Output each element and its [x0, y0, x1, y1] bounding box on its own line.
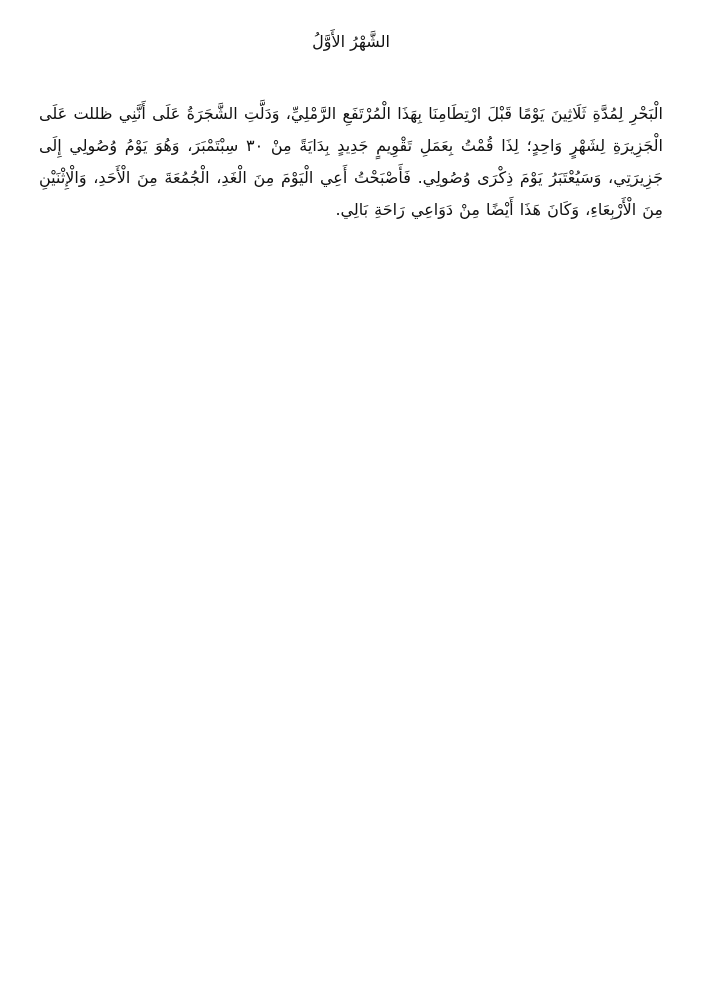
chapter-title: الشَّهْرُ الأَوَّلُ	[312, 32, 390, 51]
body-paragraph: الْبَحْرِ لِمُدَّةِ ثَلَاثِينَ يَوْمًا قَبْلَ ارْتِطَامِنَا بِهَذَا الْمُرْتَفَعِ الرَّمْلِيِّ، وَدَلَّتِ الشَّجَرَةُ عَلَى أَنَّنِي ظللت عَلَى الْجَزِيرَةِ لِشَهْرٍ وَاحِدٍ؛ لِذَا قُمْتُ بِعَمَلِ تَقْوِيمٍ جَدِيدٍ بِدَايَةً مِنْ ٣٠ سِبْتَمْبَرَ، وَهُوَ يَوْمُ وُصُولِي إِلَى جَزِيرَتِي، وَسَيُعْتَبَرُ يَوْمَ ذِكْرَى وُصُولِي. فَأَصْبَحْتُ أَعِي الْيَوْمَ مِنَ الْغَدِ، الْجُمُعَةَ مِنَ الْأَحَدِ، وَالْإِثْنَيْنِ مِنَ الْأَرْبِعَاءِ، وَكَانَ هَذَا أَيْضًا مِنْ دَوَاعِي رَاحَةِ بَالِي.	[39, 104, 663, 219]
